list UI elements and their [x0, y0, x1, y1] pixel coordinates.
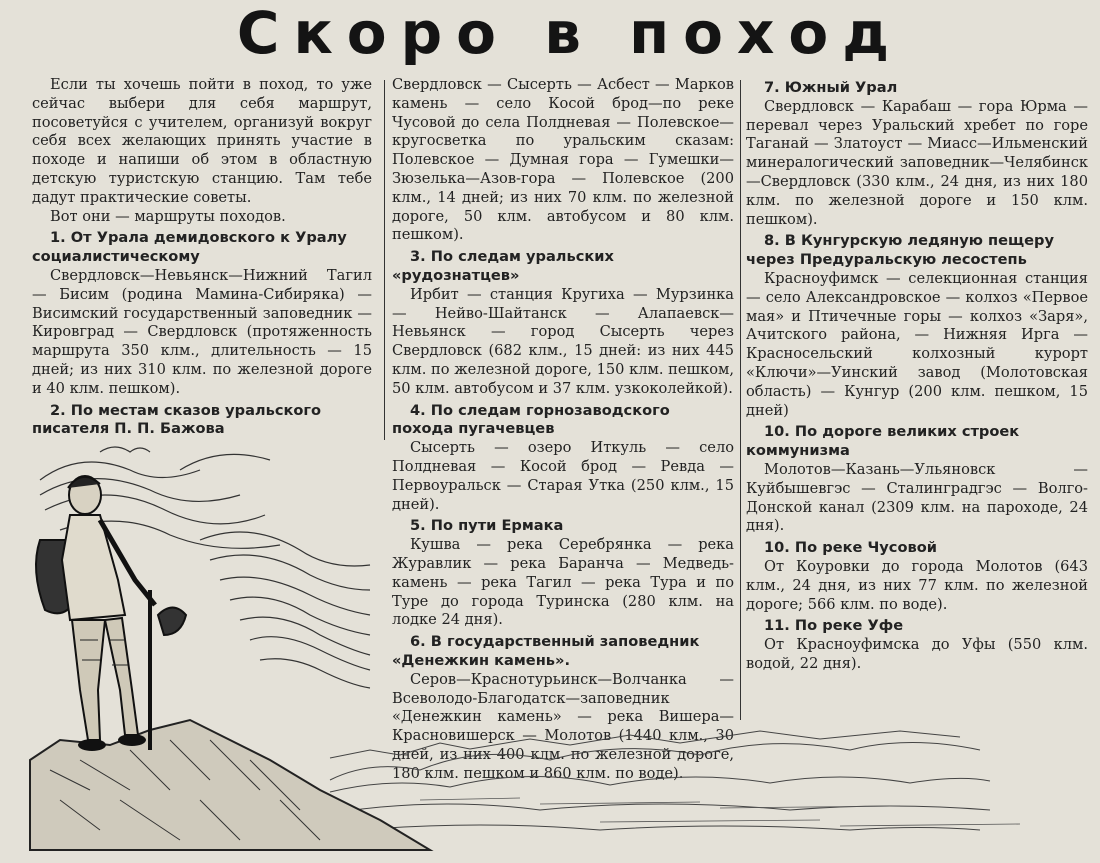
- route-8-text: Красноуфимск — селекционная станция — село Александровское — колхоз «Первое мая» и Птичечные горы — колхоз «Заря», Ачитского района, — Нижняя Ирга — Красносельский колхозный курорт «Ключи»—Уинский завод (Молотовская область) — Кунгур (200 клм. пешком, 15 дней): [746, 269, 1088, 419]
- route-7-heading: 7. Южный Урал: [764, 79, 898, 96]
- page-title: Скоро в поход: [236, 0, 904, 67]
- route-3-text: Ирбит — станция Кругиха — Мурзинка — Нейво-Шайтанск — Алапаевск—Невьянск — город Сысерть через Свердловск (682 клм., 15 дней: из них 445 клм. по железной дороге, 150 клм. пешком, 50 клм. автобусом и 37 клм. узкоколейкой).: [392, 285, 734, 397]
- route-1-text: Свердловск—Невьянск—Нижний Тагил — Бисим (родина Мамина-Сибиряка) — Висимский государственный заповедник — Кировград — Свердловск (протяженность маршрута 350 клм., длительность — 15 дней; из них 310 клм. по железной дороге и 40 клм. пешком).: [32, 266, 372, 397]
- column-divider: [384, 80, 385, 440]
- route-3-heading: 3. По следам уральских «рудознатцев»: [392, 248, 614, 284]
- route-1-heading: 1. От Урала демидовского к Уралу социалистическому: [32, 229, 347, 266]
- intro-paragraph: Если ты хочешь пойти в поход, то уже сейчас выбери для себя маршрут, посоветуйся с учителем, организуй вокруг себя всех желающих принять участие в походе и напиши об этом в областную детскую туристскую станцию. Там тебе дадут практические советы.: [32, 76, 372, 206]
- mountain-ridges: [330, 731, 990, 830]
- route-5-text: Кушва — река Серебрянка — река Журавлик — река Баранча — Медведь-камень — река Тагил — река Тура и по Туре до города Туринска (280 клм. на лодке 24 дня).: [392, 536, 734, 629]
- route-11-text: От Красноуфимска до Уфы (550 клм. водой, 22 дня).: [746, 636, 1088, 672]
- hiker-landscape-illustration: [0, 440, 1100, 863]
- route-8-heading: 8. В Кунгурскую ледяную пещеру через Предуральскую лесостепь: [746, 232, 1055, 269]
- valley-hatching: [420, 798, 1020, 826]
- route-4-text: Сысерть — озеро Иткуль — село Полдневая — Косой брод — Ревда — Первоуральск — Старая Утка (250 клм., 15 дней).: [392, 439, 734, 513]
- route-5-heading: 5. По пути Ермака: [410, 517, 564, 535]
- hiker-figure: [36, 476, 186, 751]
- route-10-heading: 10. По дороге великих строек коммунизма: [746, 423, 1020, 460]
- intro-routes-lead: Вот они — маршруты походов.: [50, 207, 286, 225]
- route-2-heading: 2. По местам сказов уральского писателя П. П. Бажова: [32, 401, 322, 438]
- route-chusovaya-heading: 10. По реке Чусовой: [764, 539, 937, 557]
- route-4-heading: 4. По следам горнозаводского похода пугачевцев: [392, 401, 670, 438]
- route-7-text: Свердловск — Карабаш — гора Юрма — перевал через Уральский хребет по горе Таганай — Златоуст — Миасс—Ильменский минералогический заповедник—Челябинск—Свердловск (330 клм., 24 дня, из них 180 клм. по железной дороге и 150 клм. пешком).: [746, 97, 1088, 228]
- column-1: [32, 76, 372, 439]
- route-11-heading: 11. По реке Уфе: [764, 617, 904, 635]
- route-chusovaya-text: От Коуровки до города Молотов (643 клм., 24 дня, из них 77 клм. по железной дороге; 566 клм. по воде).: [746, 557, 1088, 613]
- route-6-heading: 6. В государственный заповедник «Денежкин камень».: [392, 633, 700, 669]
- route-6-text: Серов—Краснотурьинск—Волчанка — Всеволодо-Благодатск—заповедник «Денежкин камень» — река Вишера—Красновишерск — Молотов (1440 клм., 30 дней, из них 400 клм. по железной дороге, 180 клм. пешком и 860 клм. по воде).: [392, 670, 734, 782]
- route-10-text: Молотов—Казань—Ульяновск — Куйбышевгэс — Сталинградгэс — Волго-Донской канал (2309 клм. на пароходе, 24 дня).: [746, 460, 1088, 535]
- route-2-text: Свердловск — Сысерть — Асбест — Марков камень — село Косой брод—по реке Чусовой до села Полдневая — Полевское—кругосветка по уральским сказам: Полевское — Думная гора — Гумешки—Зюзелька—Азов-гора — Полевское (200 клм., 14 дней; из них 70 клм. по железной дороге, 50 клм. автобусом и 80 клм. пешком).: [392, 76, 734, 244]
